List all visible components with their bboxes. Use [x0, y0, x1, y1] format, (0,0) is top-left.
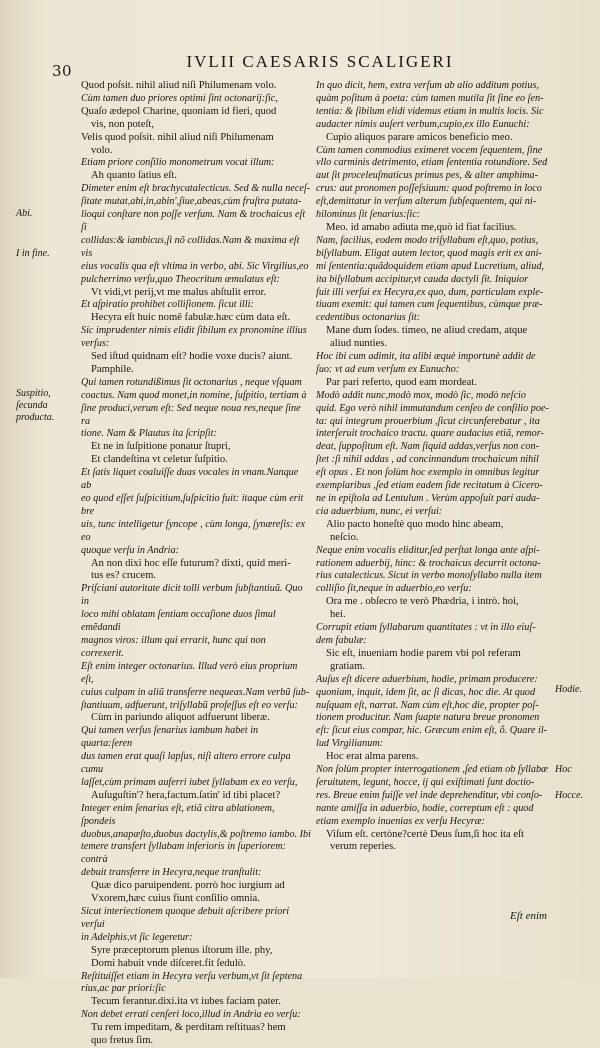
right-column-line: fuit illi verſui ex Hecyra,ex quo, dum, particulam exple- [316, 286, 544, 298]
right-column-line: nuſquam eſt, narrat. Nam cùm eſt,hoc die, propter poſ- [316, 699, 539, 711]
left-column-line: eius vocalis qua eſt vltima in verbo, abi. Sic Virgilius,eo [81, 260, 309, 272]
left-column-line: Ah quanto ſatius eſt. [91, 170, 177, 182]
margin-note-producta: producta. [16, 412, 55, 423]
left-column-line: rius,ac par priori:ſic [81, 983, 166, 995]
right-column-line: Nam, facilius, eodem modo triſyllabum eſt,quo, potius, [316, 234, 539, 246]
margin-note-secunda: ſecunda [16, 400, 48, 411]
right-column-line: Cùm tamen commodius eximeret vocem ſequentem, ſine [316, 144, 543, 156]
left-column-line: Velis quod poſsit. nihil aliud niſi Philumenam [81, 131, 274, 143]
right-column-line: ſeruitutem, legunt, hocce, ij qui exiſtimati ſunt doctio- [316, 776, 535, 788]
left-column-line: Pamphile. [91, 363, 134, 375]
right-column-line: eſt opus . Et non ſolùm hoc exemplo in omnibus legitur [316, 467, 540, 479]
right-column-line: quoniam, inquit, idem ſit, ac ſi dicas, hoc die. At quod [316, 686, 536, 698]
left-column-line: Priſciani autoritate dicit tolli verbum ſubſtantiuũ. Quo in [81, 583, 303, 608]
left-column-line: eo quod eſſet ſuſpicitium,ſuſpicitio fuit: itaque cùm erit bre [81, 493, 304, 517]
right-column-line: ſuo: vt ad eum verſum ex Eunucho: [316, 363, 460, 375]
right-column-line: quàm poſitum à poeta: cùm tamen mutila ſit ſine eo ſen- [316, 92, 544, 104]
right-column-line: tiuam exemit: qui tamen cum ſequentibus, cùmque præ- [316, 299, 543, 311]
margin-note-hoc: Hoc [555, 764, 572, 775]
left-column-line: vis, non poteſt, [91, 118, 154, 130]
left-column-line: magnos viros: illum qui errarit, hunc qui non correxerit. [81, 634, 266, 659]
right-column-line: aliud nunties. [330, 338, 388, 350]
right-column-line: Viſum eſt. certòne?certè Deus ſum,ſi hoc ita eſt [326, 828, 524, 840]
page-number: 30 [52, 62, 73, 80]
right-column-line: ne in epiſtola ad Lentulum . Verùm appoſuit pari auda- [316, 493, 540, 504]
left-column-line: Sicut interiectionem quoque debuit aſcribere priori verſui [81, 906, 290, 930]
left-column-line: ſitate mutat,abi,in,abin',ſiue,abeas,cùm fruſtra putata- [81, 196, 302, 208]
right-column-line: vllo carminis detrimento, etiam ſententia rotundiore. Sed [316, 157, 548, 169]
right-column-line: ſtet :ſi nihil addas , ad concinnandum trochaicum nihil [316, 454, 539, 466]
left-column-line: Quæ dico paruipendent. porrò hoc iurgium ad [91, 880, 285, 892]
right-column-line: Par pari referto, quod eam mordeat. [326, 376, 477, 388]
left-column-line: Et ſatis liquet coaluiſſe duas vocales in vnam.Nanque ab [81, 467, 299, 492]
right-column-line: audacter nimis auſert verbum,cupio,ex illo Eunuchi: [316, 118, 530, 130]
right-column-line: eſt: ſicut eius compar, hic. Græcum enim eſt, ὅ. Quare il- [316, 725, 548, 737]
left-column-line: verſus: [81, 338, 110, 350]
left-column-line: Cùm in pariundo aliquot adfuerunt liberæ. [91, 712, 270, 724]
left-column-line: uis, tunc intelligetur ſyncope , cùm longa, ſynæreſis: ex eo [81, 518, 305, 543]
margin-note-hodie: Hodie. [555, 684, 582, 695]
left-column-line: volo. [91, 144, 113, 156]
left-column-line: tione. Nam & Plautus ita ſcripſit: [81, 428, 217, 440]
left-column-line: collidas:& iambicus,ſi nõ collidas.Nam & maxima eſt vis [81, 234, 300, 259]
left-column-line: Qui tamen verſus ſenarius iambum habet in quarta:ſeren [81, 725, 259, 750]
left-column-line: Eſt enim integer octonarius. Illud verò eius proprium eſt, [81, 660, 298, 685]
right-column-line: Hoc ibi cum adimit, ita alibi æquè importunè addit de [316, 351, 536, 363]
right-column-line: aut ſit proceleuſmaticus primus pes, & alter amphima- [316, 170, 539, 182]
left-column-line: dus tamen erat quaſi lapſus, niſi altero errore culpa cumu [81, 751, 291, 776]
left-column-line: ſtantiuum, adfuerunt, triſyllabũ profeſſus eſt eo verſu: [81, 699, 298, 711]
left-column-line: cuius culpam in aliũ transferre nequeas.Nam verbũ ſub- [81, 686, 310, 698]
right-column-line: Alio pacto honeſtè quo modo hinc abeam, [326, 518, 504, 530]
right-column-line: biſyllabum. Eligat autem lector, quod magis erit ex ani- [316, 247, 542, 259]
right-column-line: Mane dum ſodes. timeo, ne aliud credam, atque [326, 325, 528, 337]
right-column-line: tentia: & ſibilum elidi videmus etiam in multis locis. Sic [316, 105, 544, 117]
left-column-line: ſine produci,verum eſt: Sed neque noua res,neque ſine ra [81, 402, 301, 427]
left-column-line: duobus,anapæſto,duobus dactylis,& poſtremo iambo. Ibi [81, 828, 311, 840]
left-column-line: Integer enim ſenarius eſt, etiã citra ablationem, ſpondeis [81, 802, 275, 827]
left-column-line: Auſuguſtin'? hera,factum.ſatin' id tibi placet? [91, 789, 281, 801]
right-column-line: res. Breue enim fuiſſe vel inde deprehenditur, vbi conſo- [316, 789, 543, 801]
left-column-line: An non dixi hoc eſſe futurum? dixti, quid meri- [91, 557, 291, 569]
right-column-line: gratiam. [330, 660, 366, 672]
right-column-line: exemplaribus ,ſed etiam eadem ſide recitatum à Cicero- [316, 480, 543, 492]
running-title: IVLII CAESARIS SCALIGERI [186, 52, 454, 71]
right-column-line: interſeruit trochaico tractu. quare audacius etiã, remor- [316, 428, 544, 440]
left-column-line: quoque verſu in Andria: [81, 544, 179, 556]
left-column-line: Etiam priore conſilio monometrum vocat illum: [81, 157, 275, 169]
left-column-line: Tu rem impeditam, & perditam reſtituas? hem [91, 1022, 286, 1034]
right-column-line: colliſio ſit,neque in aduerbio,eo verſu: [316, 583, 472, 595]
right-column-line: eſt,demittatur in verſum alterum ſubſequentem, qui ni- [316, 196, 537, 208]
right-column-line: Sic eſt, inueniam hodie parem vbi pol referam [326, 647, 521, 659]
left-column-line: Vxorem,hæc cuius fiunt conſilio omnia. [91, 893, 260, 905]
right-column-line: Neque enim vocalis eliditur,ſed perſtat longa ante aſpi- [316, 544, 540, 556]
left-column-line: Quaſo ædepol Charine, quoniam id fieri, quod [81, 105, 277, 117]
left-column-line: Hecyra eſt huic nomê fabulæ.hæc cùm data eſt. [91, 312, 291, 324]
left-column-line: Sed iſtud quidnam eſt? hodie voxe ducis? aiunt. [91, 351, 293, 363]
left-column-line: Non debet errati cenſeri loco,illud in Andria eo verſu: [81, 1009, 301, 1021]
left-column-line: Quod poſsit. nihil aliud niſi Philumenam volo. [81, 80, 277, 91]
right-column-line: Modò addit nunc,modò mox, modò ſic, modò neſcio [316, 389, 526, 401]
left-column-line: Qui tamen rotundißimus ſit octonarius , neque vſquam [81, 376, 302, 388]
left-column-line: quo fretus ſim. [91, 1035, 154, 1047]
right-column-line: verum reperies. [330, 841, 396, 853]
right-column-line: crus: aut pronomen poſſeſsiuum: quod poſtremo in loco [316, 183, 542, 195]
right-column [316, 80, 553, 854]
left-column-line: Vt vidi,vt perij,vt me malus abſtulit error. [91, 286, 267, 298]
left-column-line: Sic imprudenter nimis elidit ſibilum ex pronomine illius [81, 325, 307, 337]
left-column-line: Cùm tamen duo priores optimi ſint octonarij:ſic, [81, 92, 278, 104]
right-column-line: dem fabulæ: [316, 634, 367, 646]
catchword: Eſt enim [510, 910, 547, 922]
right-column-line: deat, ſuppoſitum eſt. Nam ſiquid addas,verſus non con- [316, 441, 539, 453]
left-column-line: Domi habuit vnde diſceret.fit ſedulò. [91, 957, 246, 969]
left-column-line: loco mihi oblatam ſentiam occaſione duos ſimul emẽdandi [81, 609, 276, 634]
left-column-line: tus es? crucem. [91, 570, 157, 582]
left-column-line: Reſtituiſſet etiam in Hecyra verſu verbum,vt ſit ſeptena [81, 970, 303, 982]
right-column-line: ita biſyllabum accipitur,vt cauda dactyli ſit. Iniquior [316, 273, 529, 285]
right-column-line: rationem aduerbij, hinc: & trochaicus decurrit octona- [316, 557, 541, 569]
right-column-line: quid. Ego verò nihil immutandum cenſeo de conſilio poe- [316, 402, 549, 414]
left-column-line: laſſet,cùm primam auferri iubet ſyllabam ex eo verſu, [81, 776, 298, 788]
margin-note-in-fine: I in fine. [16, 248, 50, 259]
left-column-line: in Adelphis,vt ſic legeretur: [81, 931, 193, 943]
margin-note-suspitio: Suspitio, [16, 388, 51, 399]
right-column-line: nante amiſſa in aduerbio, hodie, correptum eſt : quod [316, 802, 534, 814]
right-column-line: Corrupit etiam ſyllabarum quantitates : vt in illo eiuſ- [316, 622, 536, 634]
right-column-line: In quo dicit, hem, extra verſum ab alio additum potius, [316, 80, 539, 91]
right-column-line: etiam exemplo inuenias ex verſu Hecyræ: [316, 815, 485, 827]
right-column-line: Auſus eſt dicere aduerbium, hodie, primam producere: [316, 673, 538, 685]
right-column-line: Hoc erat alma parens. [326, 751, 419, 763]
left-column-line: coactus. Nam quod monet,in nomine, ſuſpitio, tertiam à [81, 389, 307, 401]
right-column-line: Ora me . obſecro te verò Phædria, i intrò. hoi, [326, 596, 519, 608]
right-column-line: rius catalecticus. Sicut in verbo monoſyllabo nulla item [316, 570, 542, 582]
right-column-line: hilominus ſit ſenarius:ſic: [316, 209, 421, 221]
left-column-line: Dimeter enim eſt brachycatalecticus. Sed & nulla neceſ- [81, 183, 311, 195]
right-column-line: cedentibus octonarius ſit: [316, 312, 421, 324]
right-column-line: hei. [330, 609, 346, 621]
left-column-line: debuit transferre in Hecyra,neque tranſtulit: [81, 867, 262, 879]
left-column-line: Et clandeſtina vt celetur ſuſpitio. [91, 454, 228, 466]
left-column-line: Tecum ferantur.dixi.ita vt iubes faciam pater. [91, 996, 281, 1008]
right-column-line: ta: qui integrum prouerbium ,ſicut circunferebatur , ita [316, 415, 540, 427]
right-column-line: neſcio. [330, 531, 359, 543]
right-column-line: lud Virgilianum: [316, 738, 384, 750]
left-column-line: pulcherrimo verſu,quo Theocritum æmulatus eſt: [81, 273, 280, 285]
margin-note-abi: Abi. [16, 208, 33, 219]
right-column-line: Meo. id amabo adiuta me,quò id fiat facilius. [326, 221, 517, 233]
left-column-line: Et aſpiratio prohibet colliſionem. ſicut illi: [81, 299, 254, 311]
right-column-line: Cupio aliquos parare amicos beneficio meo. [326, 131, 513, 143]
right-column-line: tionem producitur. Nam ſuapte natura breue pronomen [316, 712, 540, 724]
right-column-line: Non ſolùm propter interrogationem ,ſed etiam ob ſyllabæ [316, 764, 548, 776]
right-column-line: mi ſententia:quãdoquidem etiam apud Lucretium, aliud, [316, 260, 544, 272]
right-column-line: cia aduerbium, nunc, ei verſui: [316, 505, 443, 517]
left-column-line: Syre præceptorum plenus iſtorum ille. phy, [91, 944, 273, 956]
left-column-line: Et ne in ſuſpitione ponatur ſtupri, [91, 441, 231, 453]
left-column-line: temere transfert ſyllabam inferioris in ſuperiorem: contrà [81, 841, 286, 866]
margin-note-hocce: Hocce. [555, 790, 584, 801]
left-column-line: lioqui conſtare non poſſe verſum. Nam & trochaicus eſt ſi [81, 209, 306, 233]
left-column [81, 80, 311, 1048]
